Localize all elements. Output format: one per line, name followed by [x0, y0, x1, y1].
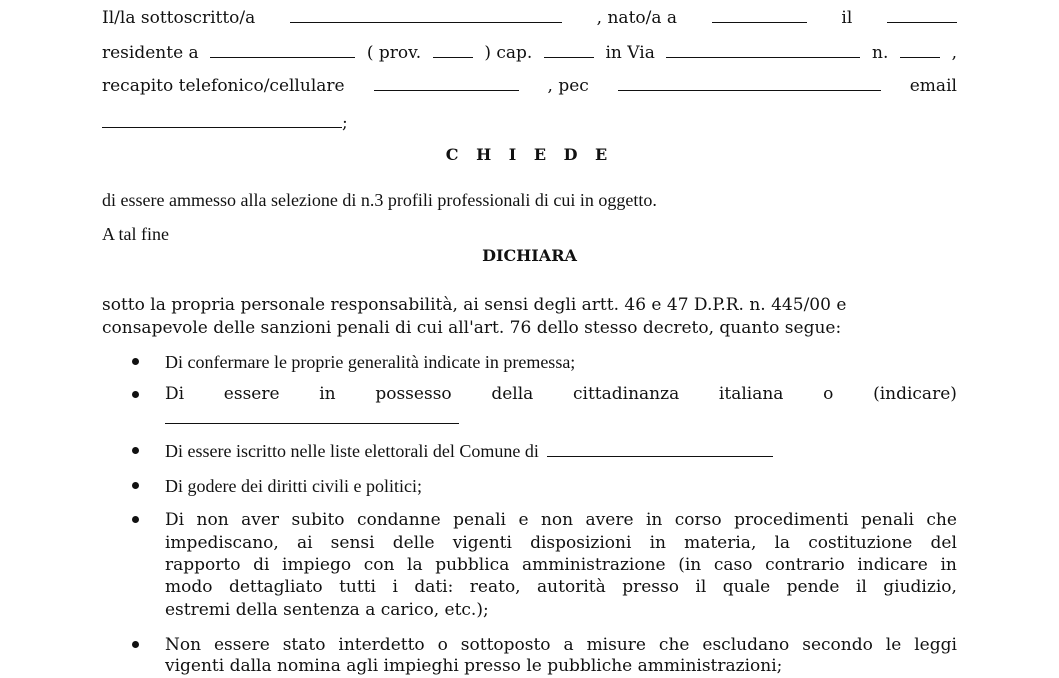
word: di: [253, 555, 270, 575]
word: vigenti: [452, 533, 512, 553]
residente-label: residente a: [102, 43, 199, 63]
word: non: [196, 510, 229, 530]
word: sensi: [330, 533, 375, 553]
word: sottoposto: [460, 635, 551, 655]
bullet-icon: [132, 641, 139, 648]
dichiara-intro-line-1: sotto la propria personale responsabilità, ai sensi degli artt. 46 e 47 D.P.R. n. 445/00 e: [102, 295, 847, 315]
word: avere: [585, 510, 634, 530]
cap-blank[interactable]: [544, 42, 594, 58]
word: Di: [165, 384, 185, 404]
word: penali: [453, 510, 506, 530]
word: condanne: [356, 510, 441, 530]
dichiara-intro-line-2: consapevole delle sanzioni penali di cui all'art. 76 dello stesso decreto, quanto segue:: [102, 318, 842, 338]
bullet-icon: [132, 482, 139, 489]
email-blank[interactable]: [102, 112, 342, 128]
bullet-icon: [132, 391, 139, 398]
word: presso: [622, 577, 679, 597]
word: aver: [241, 510, 280, 530]
pec-blank[interactable]: [618, 75, 881, 91]
word: amministrazione: [521, 555, 666, 575]
email-label: email: [909, 76, 957, 96]
dichiara-heading: DICHIARA: [482, 246, 577, 265]
street-blank[interactable]: [666, 42, 860, 58]
cap-label: ) cap.: [484, 43, 533, 63]
semicolon-mark: ;: [342, 113, 348, 133]
item-condanne-last-line: estremi della sentenza a carico, etc.);: [165, 600, 489, 620]
bullet-icon: [132, 516, 139, 523]
word: pubblica: [435, 555, 510, 575]
word: in: [940, 555, 957, 575]
word: rapporto: [165, 555, 241, 575]
justified-line: [165, 553, 957, 577]
word: italiana: [718, 384, 784, 404]
word: caso: [713, 555, 753, 575]
word: reato,: [469, 577, 521, 597]
word: procedimenti: [734, 510, 849, 530]
justified-line: [165, 575, 957, 599]
word: quale: [722, 577, 771, 597]
word: la: [407, 555, 423, 575]
chiede-text: di essere ammesso alla selezione di n.3 profili professionali di cui in oggetto.: [102, 190, 657, 210]
word: o: [823, 384, 834, 404]
item-cittadinanza: [165, 382, 957, 406]
word: tutti: [339, 577, 376, 597]
phone-blank[interactable]: [374, 75, 519, 91]
word: stato: [282, 635, 326, 655]
word: cittadinanza: [573, 384, 680, 404]
justified-line: [165, 508, 957, 532]
word: secondo: [802, 635, 873, 655]
fine-text: A tal fine: [102, 224, 169, 244]
birthplace-blank[interactable]: [712, 7, 807, 23]
word: o: [437, 635, 448, 655]
item-liste-elettorali: [165, 439, 957, 463]
word: dettagliato: [228, 577, 323, 597]
word: impiego: [282, 555, 352, 575]
word: della: [491, 384, 534, 404]
word: modo: [165, 577, 213, 597]
justified-line: [165, 531, 957, 555]
word: (in: [678, 555, 702, 575]
word: escludano: [702, 635, 790, 655]
il-label: il: [841, 8, 853, 28]
word: pende: [786, 577, 840, 597]
word: leggi: [914, 635, 957, 655]
birthdate-blank[interactable]: [887, 7, 957, 23]
pec-label: , pec: [547, 76, 589, 96]
residenza-line: [102, 41, 957, 65]
bullet-icon: [132, 358, 139, 365]
word: essere: [214, 635, 270, 655]
word: possesso: [375, 384, 452, 404]
number-label: n.: [872, 43, 889, 63]
word: misure: [586, 635, 646, 655]
item-generalita: Di confermare le proprie generalità indicate in premessa;: [165, 352, 576, 372]
cittadinanza-blank[interactable]: [165, 408, 459, 424]
word: materia,: [684, 533, 757, 553]
residence-blank[interactable]: [210, 42, 355, 58]
email-line: [102, 111, 957, 135]
word: dati:: [414, 577, 454, 597]
word: del: [930, 533, 957, 553]
word: impediscano,: [165, 533, 279, 553]
chiede-heading: C H I E D E: [445, 145, 614, 164]
word: i: [392, 577, 398, 597]
word: che: [926, 510, 957, 530]
word: Di: [165, 510, 185, 530]
word: in: [649, 533, 666, 553]
word: Non: [165, 635, 202, 655]
word: la: [774, 533, 791, 553]
word: disposizioni: [530, 533, 632, 553]
recapito-label: recapito telefonico/cellulare: [102, 76, 345, 96]
bullet-icon: [132, 447, 139, 454]
word: ai: [296, 533, 313, 553]
word: che: [658, 635, 690, 655]
word: essere: [223, 384, 280, 404]
word: contrario: [765, 555, 845, 575]
word: interdetto: [338, 635, 425, 655]
word: delle: [392, 533, 435, 553]
name-blank[interactable]: [290, 7, 562, 23]
word: in: [645, 510, 663, 530]
number-blank[interactable]: [900, 42, 940, 58]
word: corso: [674, 510, 722, 530]
cittadinanza-blank-line: [165, 407, 957, 431]
word: autorità: [537, 577, 606, 597]
word: giudizio,: [883, 577, 957, 597]
word: il: [695, 577, 707, 597]
sottoscritto-label: Il/la sottoscritto/a: [102, 8, 256, 28]
word: penali: [861, 510, 914, 530]
word: subito: [291, 510, 345, 530]
word: non: [540, 510, 574, 530]
word: con: [363, 555, 395, 575]
comune-blank[interactable]: [547, 441, 773, 457]
comma-mark: ,: [951, 43, 957, 63]
word: costituzione: [808, 533, 913, 553]
word: a: [563, 635, 574, 655]
word: in: [319, 384, 336, 404]
word: e: [518, 510, 529, 530]
word: le: [885, 635, 902, 655]
item-diritti-civili: Di godere dei diritti civili e politici;: [165, 476, 422, 496]
contacts-line: [102, 74, 957, 98]
nato-label: , nato/a a: [596, 8, 678, 28]
prov-blank[interactable]: [433, 42, 473, 58]
via-label: in Via: [605, 43, 655, 63]
word: il: [855, 577, 867, 597]
liste-elettorali-text: Di essere iscritto nelle liste elettorali del Comune di: [165, 441, 539, 461]
prov-label: ( prov.: [366, 43, 422, 63]
word: indicare: [857, 555, 928, 575]
item-interdetto-last-line: vigenti dalla nomina agli impieghi presso le pubbliche amministrazioni;: [165, 656, 783, 676]
sottoscritto-line: [102, 6, 957, 30]
word: (indicare): [873, 384, 957, 404]
